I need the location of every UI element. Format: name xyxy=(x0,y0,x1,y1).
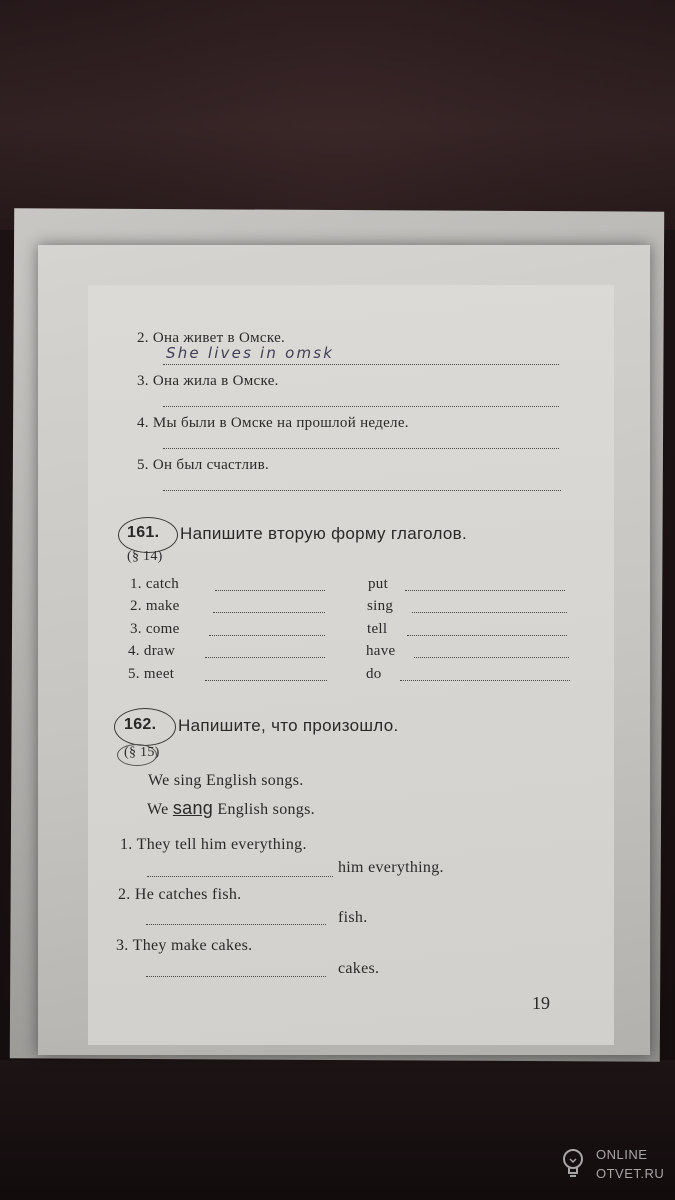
item-text: He catches fish. xyxy=(134,886,242,903)
answer-line[interactable] xyxy=(147,876,333,877)
site-watermark xyxy=(566,1145,664,1183)
verb-left-2 xyxy=(130,598,180,615)
carpet-background xyxy=(0,0,675,230)
verb-left-5 xyxy=(128,666,174,683)
example-present: We sing English songs. xyxy=(148,772,304,789)
answer-line[interactable] xyxy=(400,680,570,681)
past-item-3-ending: cakes. xyxy=(338,960,380,977)
exercise-161-ref: (§ 14) xyxy=(127,549,163,564)
answer-line[interactable] xyxy=(163,448,559,449)
page-number: 19 xyxy=(532,993,550,1013)
verb-right-2: sing xyxy=(367,598,394,614)
item-text: Мы были в Омске на прошлой неделе. xyxy=(152,415,409,431)
exercise-161-title: Напишите вторую форму глаголов. xyxy=(180,524,468,543)
answer-line[interactable] xyxy=(414,657,569,658)
verb-left-3 xyxy=(130,621,180,638)
item-text: Он был счастлив. xyxy=(152,457,270,473)
prev-item-4 xyxy=(137,415,409,432)
item-number: 5. xyxy=(137,457,149,473)
verb-left-1 xyxy=(130,576,179,593)
answer-line[interactable] xyxy=(146,924,326,925)
exercise-162-title: Напишите, что произошло. xyxy=(178,716,399,735)
past-item-1 xyxy=(120,836,307,854)
answer-line[interactable] xyxy=(209,635,325,636)
item-text: They tell him everything. xyxy=(136,836,307,853)
answer-line[interactable] xyxy=(205,657,325,658)
item-text: They make cakes. xyxy=(132,937,253,954)
item-number: 1. xyxy=(120,836,133,853)
answer-line[interactable] xyxy=(407,635,567,636)
answer-line[interactable] xyxy=(163,364,559,365)
verb-left-4 xyxy=(128,643,175,660)
item-number: 4. xyxy=(137,415,149,431)
answer-line[interactable] xyxy=(215,590,325,591)
verb-word: come xyxy=(145,621,180,637)
verb-word: meet xyxy=(143,666,175,682)
item-number: 3. xyxy=(130,621,142,637)
watermark-line-1: ONLINE xyxy=(596,1147,648,1162)
lightbulb-icon xyxy=(560,1147,586,1181)
answer-line[interactable] xyxy=(213,612,325,613)
verb-word: make xyxy=(145,598,180,614)
exercise-162-ref: (§ 15) xyxy=(124,745,160,760)
example-past xyxy=(147,798,315,819)
item-number: 1. xyxy=(130,576,142,592)
answer-line[interactable] xyxy=(205,680,327,681)
exercise-162-number: 162. xyxy=(124,716,157,733)
item-number: 2. xyxy=(137,330,149,346)
answer-line[interactable] xyxy=(163,406,559,407)
example-rest: English songs. xyxy=(217,801,315,818)
past-item-3 xyxy=(116,937,252,955)
example-verb: sang xyxy=(172,798,214,818)
past-item-2 xyxy=(118,886,241,904)
item-number: 4. xyxy=(128,643,140,659)
past-item-1-ending: him everything. xyxy=(338,859,444,876)
item-text: Она живет в Омске. xyxy=(152,330,286,346)
answer-line[interactable] xyxy=(163,490,561,491)
verb-right-5: do xyxy=(366,666,382,682)
verb-word: draw xyxy=(143,643,176,659)
example-subject: We xyxy=(147,801,169,818)
verb-right-1: put xyxy=(368,576,389,592)
page-content-area xyxy=(88,285,614,1045)
verb-right-4: have xyxy=(366,643,396,659)
prev-item-3 xyxy=(137,373,279,390)
item-text: Она жила в Омске. xyxy=(152,373,279,389)
item-number: 5. xyxy=(128,666,140,682)
handwritten-answer: She lives in omsk xyxy=(166,344,335,362)
item-number: 2. xyxy=(118,886,131,903)
answer-line[interactable] xyxy=(146,976,326,977)
item-number: 3. xyxy=(137,373,149,389)
prev-item-5 xyxy=(137,457,269,474)
item-number: 2. xyxy=(130,598,142,614)
answer-line[interactable] xyxy=(405,590,565,591)
watermark-line-2: OTVET.RU xyxy=(596,1166,665,1181)
item-number: 3. xyxy=(116,937,129,954)
exercise-161-number: 161. xyxy=(127,524,160,541)
answer-line[interactable] xyxy=(412,612,567,613)
verb-word: catch xyxy=(145,576,180,592)
past-item-2-ending: fish. xyxy=(338,909,368,926)
verb-right-3: tell xyxy=(367,621,388,637)
